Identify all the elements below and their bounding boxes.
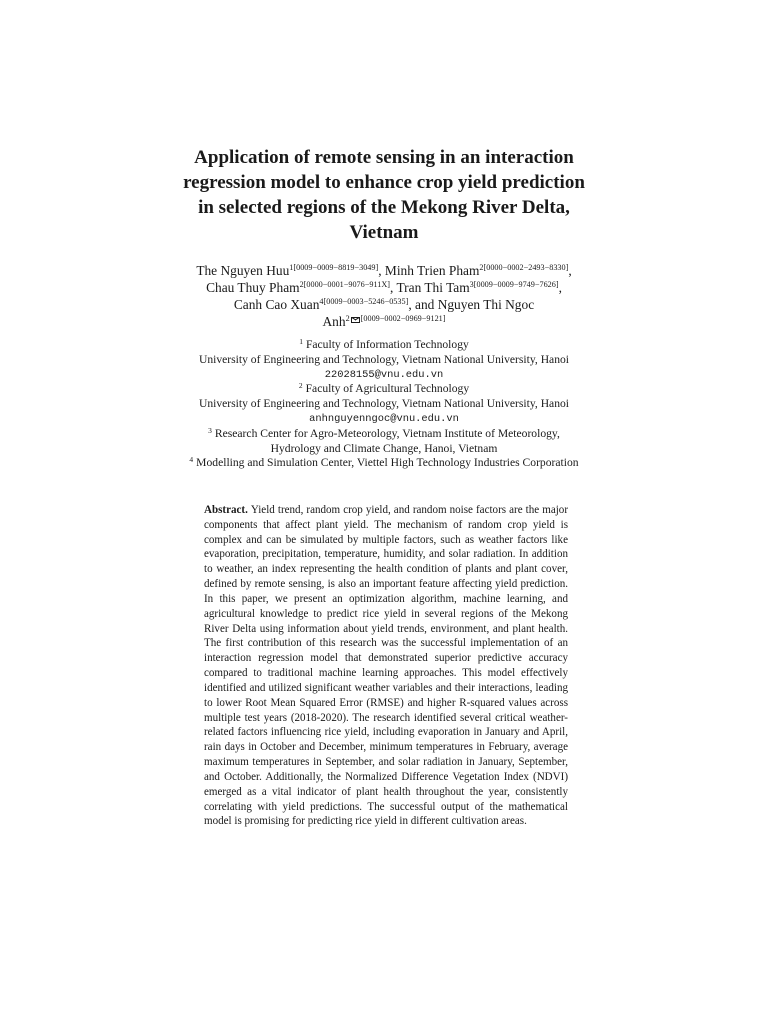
abstract-text: Yield trend, random crop yield, and random noise factors are the major components that affect plant yield. The mechanism of random crop yield is complex and can be simulated by multiple factors, such as weather factors like evaporation, precipitation, temperature, humidity, and solar radiation. In addition to weather, an index representing the health condition of plants and plant cover, defined by remote sensing, is also an important feature affecting yield prediction. In this paper, we present an optimization algorithm, machine learning, and agricultural knowledge to predict rice yield in several regions of the Mekong River Delta using information about yield trends, environment, and plant health. The first contribution of this research was the successful implementation of an interaction regression model that demonstrated superior predictive accuracy compared to traditional machine learning approaches. This model effectively identified and utilized significant weather variables and their interactions, leading to lower Root Mean Squared Error (RMSE) and higher R-squared values across multiple test years (2018-2020). The research identified several critical weather-related factors influencing rice yield, including evaporation in January and April, rain days in October and December, minimum temperatures in February, average maximum temperatures in September, and solar radiation in January, September, and October. Additionally, the Normalized Difference Vegetation Index (NDVI) emerged as a vital indicator of plant health throughout the year, consistently correlating with yield predictions. The successful output of the mathematical model is promising for predicting rice yield in different cultivation areas.: [204, 504, 568, 828]
affiliation-list: [100, 338, 668, 471]
abstract-label: Abstract.: [204, 504, 248, 516]
author-name: Minh Trien Pham: [384, 263, 480, 278]
affiliation-number: 2: [298, 381, 303, 391]
affiliation-line: [100, 456, 668, 471]
affiliation-text: Hydrology and Climate Change, Hanoi, Vietnam: [270, 441, 498, 455]
author-orcid[interactable]: [0009−0002−0969−9121]: [360, 314, 446, 323]
abstract: [204, 503, 568, 829]
author-line: [110, 296, 658, 313]
title-line: in selected regions of the Mekong River Delta,: [198, 197, 570, 218]
author-name: Tran Thi Tam: [396, 280, 470, 295]
affiliation-line: [100, 353, 668, 368]
affiliation-line: [100, 338, 668, 353]
author-name: Canh Cao Xuan: [233, 297, 320, 312]
affiliation-line: [100, 397, 668, 412]
author-orcid[interactable]: 3[0009−0009−9749−7626]: [469, 280, 559, 289]
author-separator: ,: [389, 280, 394, 295]
affiliation-text: University of Engineering and Technology, Vietnam National University, Hanoi: [198, 352, 570, 366]
affiliation-text: Faculty of Agricultural Technology: [305, 382, 470, 396]
affiliation-text: Research Center for Agro-Meteorology, Vietnam Institute of Meteorology,: [214, 426, 560, 440]
affiliation-number: 3: [208, 425, 212, 435]
affiliation-line: [100, 427, 668, 442]
author-list: [110, 262, 658, 330]
affiliation-number: 4: [189, 455, 194, 465]
author-separator: ,: [568, 263, 572, 278]
email-text[interactable]: 22028155@vnu.edu.vn: [324, 368, 444, 381]
author-orcid[interactable]: 2[0000−0002−2493−8330]: [479, 263, 569, 272]
title-line: Vietnam: [349, 222, 419, 243]
title-line: Application of remote sensing in an interaction: [194, 147, 574, 168]
title-line: regression model to enhance crop yield prediction: [183, 172, 585, 193]
affiliation-text: University of Engineering and Technology, Vietnam National University, Hanoi: [198, 397, 570, 411]
author-orcid[interactable]: 4[0009−0003−5246−0535]: [319, 297, 409, 306]
author-line: [110, 313, 658, 330]
author-name: Anh: [322, 314, 346, 329]
affiliation-text: Faculty of Information Technology: [305, 338, 469, 351]
affiliation-text: Modelling and Simulation Center, Viettel High Technology Industries Corporation: [196, 456, 579, 470]
envelope-icon[interactable]: [351, 317, 360, 323]
affiliation-number: 1: [299, 337, 303, 346]
author-separator: , and Nguyen Thi Ngoc: [408, 297, 535, 312]
author-separator: ,: [558, 280, 562, 295]
affiliation-email[interactable]: [100, 412, 668, 427]
email-text[interactable]: anhnguyenngoc@vnu.edu.vn: [309, 412, 459, 425]
paper-title: [150, 145, 618, 245]
affiliation-line: [100, 382, 668, 397]
author-line: [110, 279, 658, 296]
author-separator: ,: [378, 263, 382, 278]
author-orcid[interactable]: 2[0000−0001−9076−911X]: [299, 280, 390, 289]
author-name: The Nguyen Huu: [196, 263, 290, 278]
author-orcid[interactable]: 1[0009−0009−8819−3049]: [289, 263, 379, 272]
author-line: [110, 262, 658, 279]
affiliation-line: [100, 442, 668, 457]
affiliation-email[interactable]: [100, 368, 668, 383]
author-name: Chau Thuy Pham: [206, 280, 300, 295]
author-affil-number: 2: [345, 314, 350, 323]
